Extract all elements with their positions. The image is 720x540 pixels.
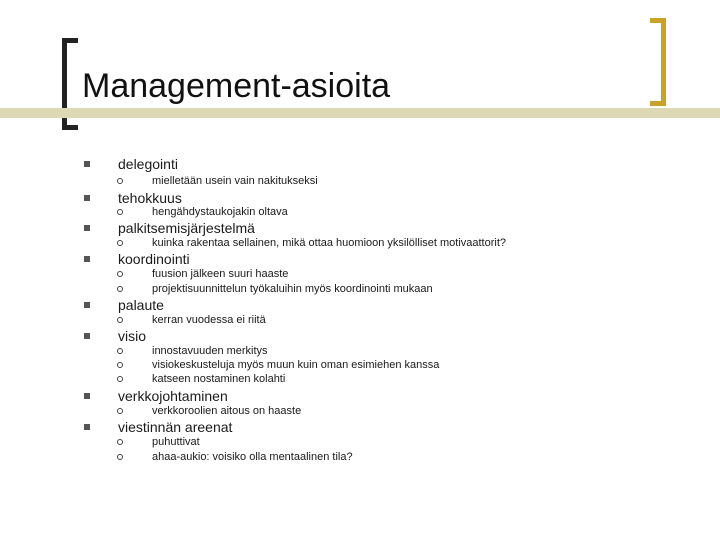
square-bullet-icon bbox=[84, 195, 90, 201]
bullet-label: delegointi bbox=[118, 156, 178, 172]
sub-bullet-label: kuinka rakentaa sellainen, mikä ottaa huomioon yksilölliset motivaattorit? bbox=[152, 237, 507, 249]
sub-bullet-item bbox=[0, 373, 720, 386]
sub-bullet-label: puhuttivat bbox=[152, 436, 200, 448]
ring-bullet-icon bbox=[117, 348, 123, 354]
sub-bullet-label: visiokeskusteluja myös muun kuin oman esimiehen kanssa bbox=[152, 359, 440, 371]
sub-bullet-label: katseen nostaminen kolahti bbox=[152, 373, 286, 385]
square-bullet-icon bbox=[84, 161, 90, 167]
ring-bullet-icon bbox=[117, 271, 123, 277]
sub-bullet-item bbox=[0, 345, 720, 358]
sub-bullet-item bbox=[0, 405, 720, 418]
square-bullet-icon bbox=[84, 333, 90, 339]
bullet-label: visio bbox=[118, 328, 147, 344]
bullet-item bbox=[0, 328, 720, 344]
ring-bullet-icon bbox=[117, 209, 123, 215]
ring-bullet-icon bbox=[117, 362, 123, 368]
square-bullet-icon bbox=[84, 424, 90, 430]
sub-bullet-item bbox=[0, 314, 720, 327]
ring-bullet-icon bbox=[117, 439, 123, 445]
slide-title: Management-asioita bbox=[82, 67, 391, 105]
bullet-item bbox=[0, 419, 720, 435]
square-bullet-icon bbox=[84, 302, 90, 308]
bullet-label: koordinointi bbox=[118, 251, 190, 267]
sub-bullet-item bbox=[0, 268, 720, 281]
square-bullet-icon bbox=[84, 256, 90, 262]
sub-bullet-label: projektisuunnittelun työkaluihin myös koordinointi mukaan bbox=[152, 283, 433, 295]
square-bullet-icon bbox=[84, 393, 90, 399]
sub-bullet-label: innostavuuden merkitys bbox=[152, 345, 268, 357]
bullet-item bbox=[0, 388, 720, 404]
ring-bullet-icon bbox=[117, 376, 123, 382]
sub-bullet-label: ahaa-aukio: voisiko olla mentaalinen tila? bbox=[152, 451, 353, 463]
sub-bullet-label: fuusion jälkeen suuri haaste bbox=[152, 268, 289, 280]
sub-bullet-item bbox=[0, 175, 720, 188]
sub-bullet-label: hengähdystaukojakin oltava bbox=[152, 206, 288, 218]
sub-bullet-item bbox=[0, 206, 720, 219]
sub-bullet-item bbox=[0, 237, 720, 250]
ring-bullet-icon bbox=[117, 240, 123, 246]
sub-bullet-label: verkkoroolien aitous on haaste bbox=[152, 405, 302, 417]
bullet-label: palaute bbox=[118, 297, 164, 313]
bullet-item bbox=[0, 220, 720, 236]
ring-bullet-icon bbox=[117, 408, 123, 414]
sub-bullet-item bbox=[0, 436, 720, 449]
bullet-label: verkkojohtaminen bbox=[118, 388, 228, 404]
sub-bullet-item bbox=[0, 451, 720, 464]
bullet-item bbox=[0, 190, 720, 206]
bullet-item bbox=[0, 156, 720, 172]
sub-bullet-label: kerran vuodessa ei riitä bbox=[152, 314, 266, 326]
sub-bullet-item bbox=[0, 359, 720, 372]
bullet-item bbox=[0, 297, 720, 313]
bullet-label: viestinnän areenat bbox=[118, 419, 233, 435]
ring-bullet-icon bbox=[117, 317, 123, 323]
sub-bullet-item bbox=[0, 283, 720, 296]
square-bullet-icon bbox=[84, 225, 90, 231]
bullet-item bbox=[0, 251, 720, 267]
sub-bullet-label: mielletään usein vain nakitukseksi bbox=[152, 175, 318, 187]
ring-bullet-icon bbox=[117, 178, 123, 184]
ring-bullet-icon bbox=[117, 454, 123, 460]
ring-bullet-icon bbox=[117, 286, 123, 292]
bullet-label: palkitsemisjärjestelmä bbox=[118, 220, 255, 236]
bullet-label: tehokkuus bbox=[118, 190, 182, 206]
